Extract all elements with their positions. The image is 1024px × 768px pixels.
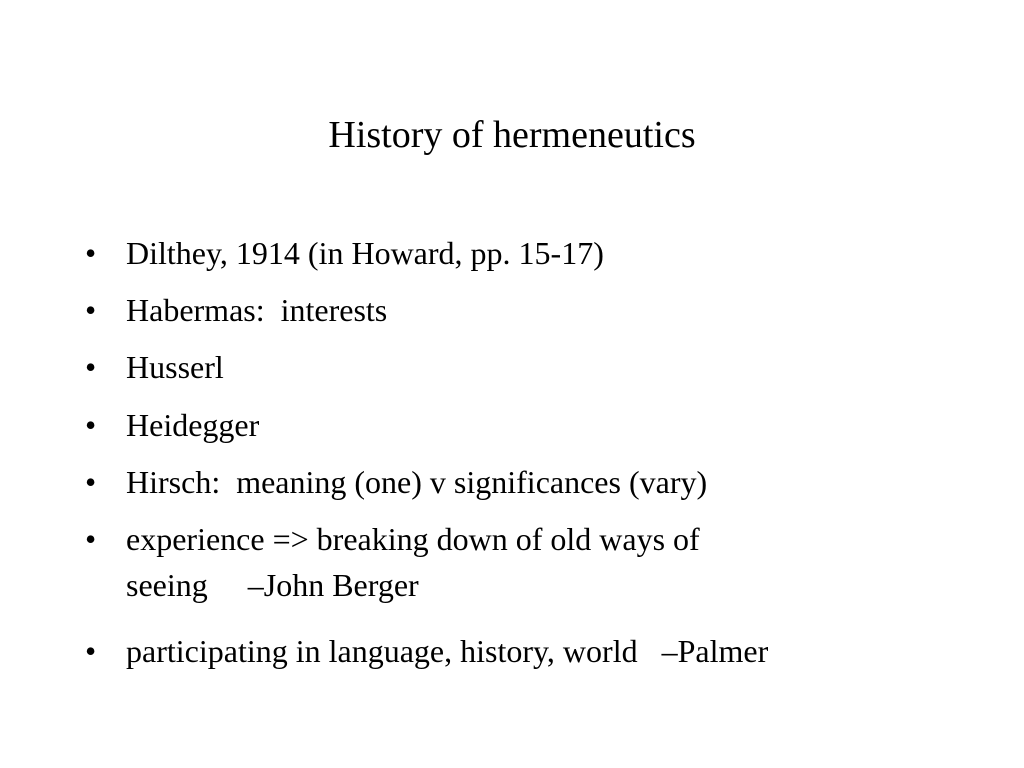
bullet-item bbox=[85, 516, 965, 608]
bullet-item bbox=[85, 344, 965, 390]
bullet-dot-icon: • bbox=[85, 349, 97, 385]
bullet-item bbox=[85, 459, 965, 505]
bullet-text: Dilthey, 1914 (in Howard, pp. 15-17) bbox=[126, 235, 604, 271]
bullet-item bbox=[85, 628, 965, 674]
bullet-item bbox=[85, 230, 965, 276]
bullet-dot-icon: • bbox=[85, 521, 97, 557]
bullet-item bbox=[85, 287, 965, 333]
slide-title: History of hermeneutics bbox=[328, 114, 696, 156]
bullet-dot-icon: • bbox=[85, 407, 97, 443]
bullet-dot-icon: • bbox=[85, 292, 97, 328]
bullet-text: Heidegger bbox=[126, 407, 260, 443]
bullet-text: Hirsch: meaning (one) v significances (vary) bbox=[126, 464, 708, 500]
bullet-text: Husserl bbox=[126, 349, 224, 385]
bullet-text: participating in language, history, world –Palmer bbox=[126, 633, 769, 669]
bullet-text: Habermas: interests bbox=[126, 292, 388, 328]
bullet-text: experience => breaking down of old ways of seeing –John Berger bbox=[126, 521, 700, 603]
bullet-dot-icon: • bbox=[85, 464, 97, 500]
bullet-item bbox=[85, 402, 965, 448]
bullet-dot-icon: • bbox=[85, 235, 97, 271]
bullet-dot-icon: • bbox=[85, 633, 97, 669]
